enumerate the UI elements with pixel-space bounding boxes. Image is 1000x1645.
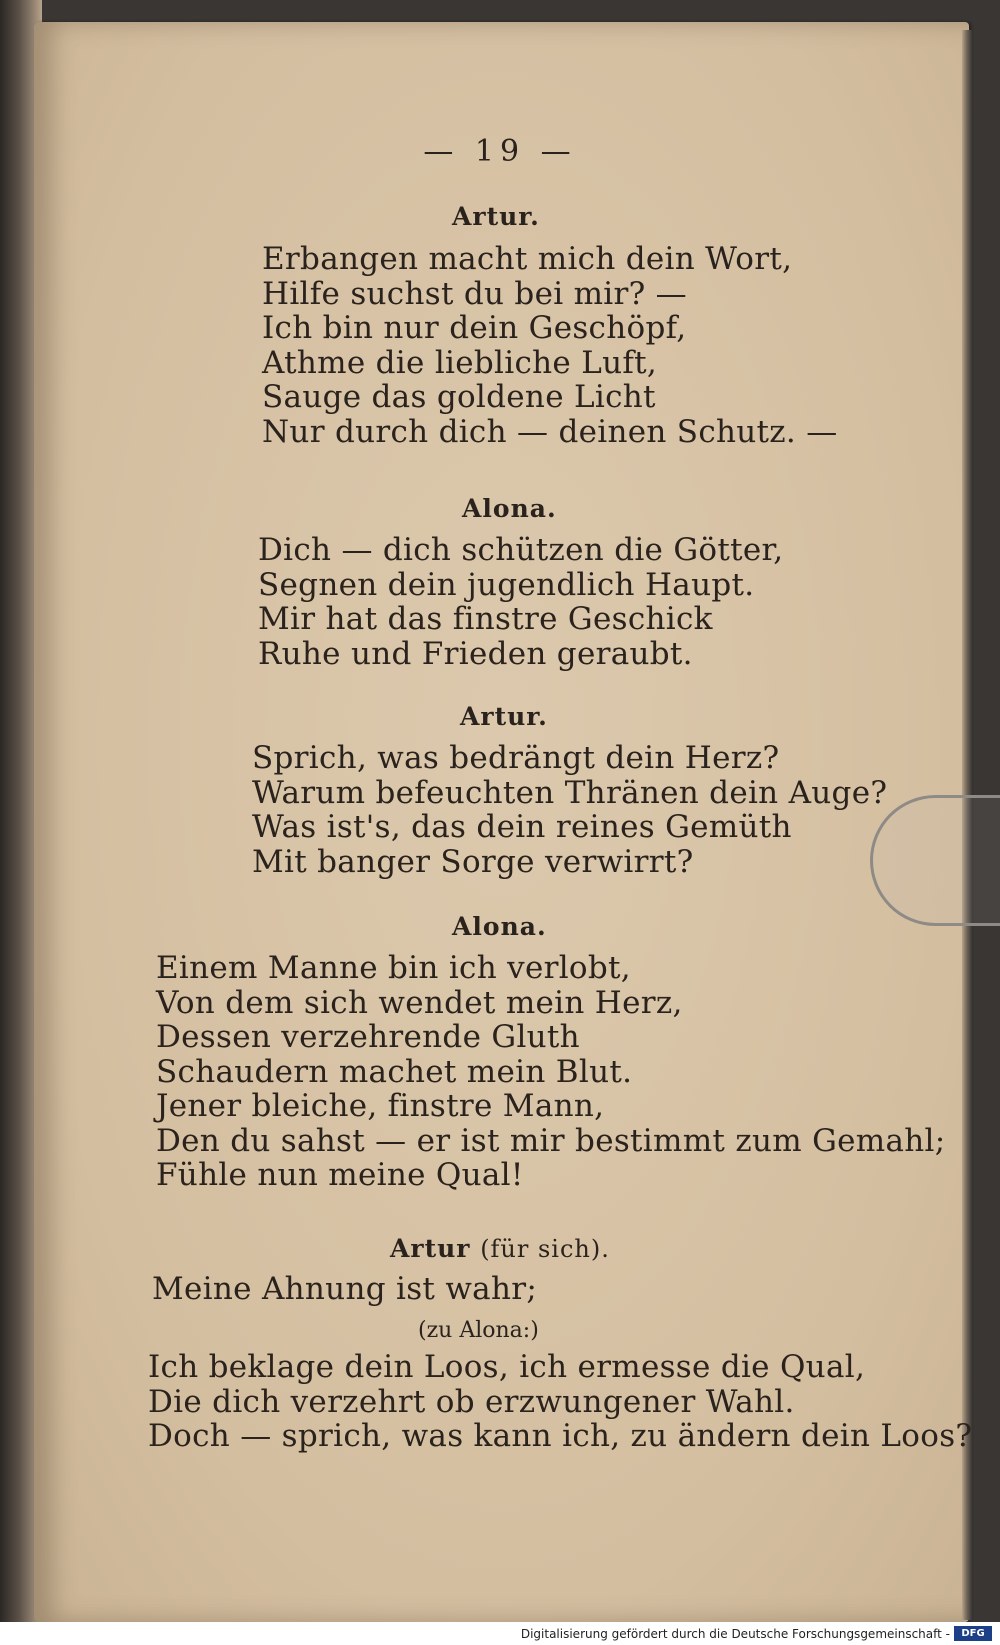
page-number: — 19 — [423, 134, 577, 169]
dfg-logo: DFG [954, 1626, 992, 1641]
verse-line: Schaudern machet mein Blut. [156, 1053, 633, 1090]
speaker-heading [390, 1234, 610, 1263]
verse-line: Dich — dich schützen die Götter, [258, 532, 784, 568]
verse-line: Sauge das goldene Licht [262, 379, 656, 415]
verse-block [252, 741, 887, 879]
stage-direction: (zu Alona:) [418, 1318, 539, 1343]
speaker-name: Artur [390, 1234, 471, 1263]
verse-line: Erbangen macht mich dein Wort, [262, 241, 793, 277]
verse-line: Jener bleiche, finstre Mann, [156, 1088, 605, 1124]
verse-block [258, 533, 783, 671]
verse-line: Doch — sprich, was kann ich, zu ändern dein Loos? [148, 1418, 973, 1454]
speaker-name: Artur. [460, 702, 548, 731]
verse-line: Die dich verzehrt ob erzwungener Wahl. [148, 1383, 795, 1420]
footer-credit: Digitalisierung gefördert durch die Deutsche Forschungsgemeinschaft - [520, 1627, 950, 1641]
paper-clip [870, 795, 1000, 926]
verse-line: Segnen dein jugendlich Haupt. [258, 566, 755, 603]
speaker-name: Artur. [452, 202, 540, 231]
verse-line: Warum befeuchten Thränen dein Auge? [252, 774, 888, 811]
verse-line: Meine Ahnung ist wahr; [152, 1271, 538, 1307]
verse-line: Dessen verzehrende Gluth [156, 1019, 580, 1055]
verse-line: Nur durch dich — deinen Schutz. — [262, 413, 838, 450]
verse-line: Ruhe und Frieden geraubt. [258, 635, 693, 672]
verse-line: Von dem sich wendet mein Herz, [156, 984, 683, 1021]
verse-line: Was ist's, das dein reines Gemüth [252, 809, 792, 845]
verse-line: Sprich, was bedrängt dein Herz? [252, 740, 780, 776]
verse-line: Fühle nun meine Qual! [156, 1157, 524, 1193]
verse-block [262, 242, 838, 449]
verse-line: Mir hat das finstre Geschick [258, 601, 713, 637]
verse-block [156, 951, 945, 1193]
speaker-name: Alona. [452, 912, 547, 941]
verse-line: Ich beklage dein Loos, ich ermesse die Qual, [148, 1349, 866, 1385]
verse-line: Ich bin nur dein Geschöpf, [262, 310, 687, 346]
verse-line: Hilfe suchst du bei mir? — [262, 275, 687, 312]
verse-line: Athme die liebliche Luft, [262, 344, 658, 381]
verse-line: Mit banger Sorge verwirrt? [252, 843, 694, 880]
speaker-name: Alona. [462, 494, 557, 523]
stage-direction: (für sich). [480, 1235, 610, 1263]
verse-line: Einem Manne bin ich verlobt, [156, 950, 631, 986]
footer-bar [0, 1622, 1000, 1645]
verse-block [148, 1350, 972, 1454]
verse-line: Den du sahst — er ist mir bestimmt zum Gemahl; [156, 1122, 946, 1159]
